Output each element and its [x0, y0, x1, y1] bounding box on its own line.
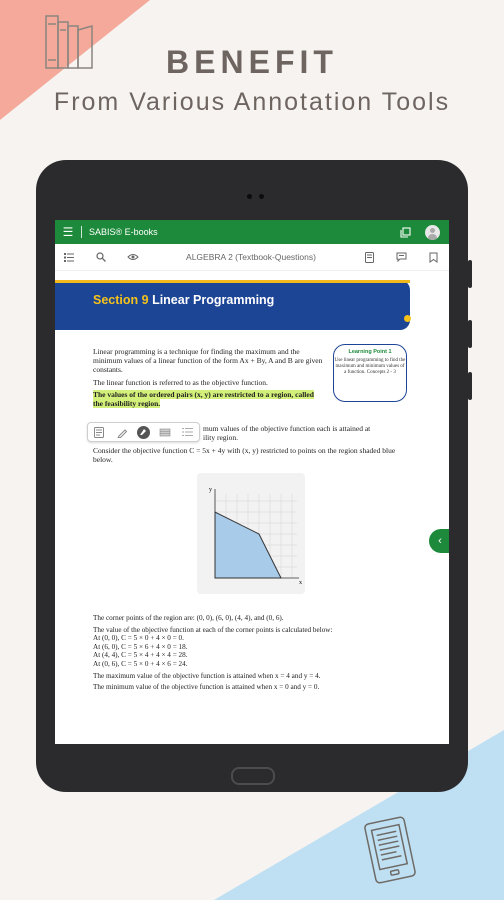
avatar[interactable]	[425, 225, 440, 240]
section-heading	[93, 293, 274, 307]
document-title: ALGEBRA 2 (Textbook-Questions)	[186, 252, 316, 262]
paragraph: The corner points of the region are: (0, 0), (6, 0), (4, 4), and (0, 6).	[93, 614, 284, 622]
home-button[interactable]	[231, 767, 275, 785]
reader-toolbar	[55, 244, 449, 271]
paragraph: The linear function is referred to as the objective function.	[93, 377, 268, 387]
y-axis-label: y	[209, 487, 212, 493]
side-button	[468, 372, 472, 400]
app-screen	[55, 220, 449, 744]
graph-card	[197, 473, 305, 594]
eraser-tool-icon[interactable]	[157, 425, 173, 439]
pen-tool-icon[interactable]	[114, 425, 130, 439]
app-title: SABIS® E-books	[89, 227, 158, 237]
paragraph: Linear programming is a technique for finding the maximum and the minimum values of a linear function of the form Ax + By, A and B are given constants.	[93, 347, 323, 375]
chevron-left-icon: ‹	[438, 535, 442, 547]
sensor-dot	[259, 194, 264, 199]
paragraph: The value of the objective function at each of the corner points is calculated below:	[93, 625, 333, 634]
banner-dot	[404, 315, 411, 322]
search-icon[interactable]	[91, 252, 111, 262]
paragraph-partial: ility region.	[203, 433, 238, 442]
calc-line: At (6, 0), C = 5 × 6 + 4 × 0 = 18.	[93, 642, 188, 651]
promo-title: BENEFIT	[166, 44, 338, 80]
paragraph: The maximum value of the objective function is attained when x = 4 and y = 4.	[93, 671, 321, 680]
hamburger-icon[interactable]: ☰	[62, 225, 74, 239]
comment-icon[interactable]	[391, 252, 411, 262]
paragraph: Consider the objective function C = 5x + 4y with (x, y) restricted to points on the region shaded blue below.	[93, 446, 396, 465]
list-icon[interactable]	[59, 252, 79, 262]
side-button	[468, 260, 472, 288]
section-title: Linear Programming	[152, 293, 275, 307]
camera-dot	[247, 194, 252, 199]
learning-point-box	[333, 344, 407, 402]
banner-accent-strip	[55, 280, 410, 283]
section-banner	[55, 280, 410, 330]
calc-line: At (0, 6), C = 5 × 0 + 4 × 6 = 24.	[93, 659, 188, 668]
calc-line: At (4, 4), C = 5 × 4 + 4 × 4 = 28.	[93, 651, 188, 660]
list-tool-icon[interactable]	[180, 425, 196, 439]
learning-point-body: Use linear programming to find the maximum and minimum values of a function. Concepts 2 - 3	[334, 358, 406, 375]
calc-line: At (0, 0), C = 5 × 0 + 4 × 0 = 0.	[93, 634, 184, 643]
note-tool-icon[interactable]	[91, 425, 107, 439]
next-page-button[interactable]	[429, 529, 449, 553]
side-button	[468, 320, 472, 348]
solution-text	[93, 614, 423, 695]
learning-point-title: Learning Point 1	[348, 349, 392, 355]
bookmark-icon[interactable]	[423, 252, 443, 263]
feasibility-region-graph	[197, 473, 305, 594]
copy-icon[interactable]	[400, 227, 411, 238]
notes-icon[interactable]	[359, 252, 379, 263]
highlight-tool-icon[interactable]	[137, 426, 150, 439]
annotation-toolbar	[87, 422, 200, 442]
tablet-device	[36, 160, 468, 792]
app-bar	[55, 220, 449, 244]
x-axis-label: x	[299, 580, 302, 586]
section-label: Section 9	[93, 293, 149, 307]
promo-subtitle: From Various Annotation Tools	[53, 88, 451, 116]
highlighted-text[interactable]: The values of the ordered pairs (x, y) are restricted to a region, called the feasibility region.	[93, 389, 314, 409]
highlighted-paragraph	[93, 390, 325, 408]
paragraph: The minimum value of the objective function is attained when x = 0 and y = 0.	[93, 683, 320, 692]
eye-icon[interactable]	[123, 253, 143, 261]
paragraph-partial: mum values of the objective function each is attained at	[203, 424, 371, 433]
divider	[81, 226, 82, 238]
